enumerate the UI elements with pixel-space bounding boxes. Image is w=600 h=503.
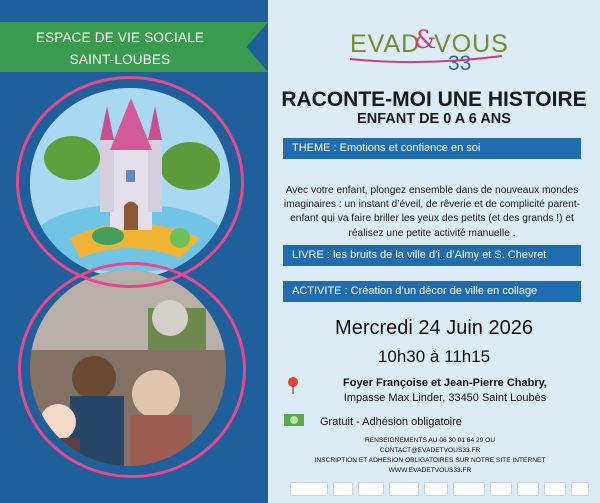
book-bar: LIVRE : les bruits de la ville d’i. d’Almy et S. Chevret	[283, 245, 581, 266]
decorative-ring-top	[16, 76, 244, 288]
price: Gratuit - Adhésion obligatoire	[320, 416, 462, 428]
decorative-ring-bottom	[18, 262, 246, 478]
partner-logo	[333, 482, 353, 496]
partner-logo	[358, 482, 384, 496]
banner-line-2: SAINT-LOUBES	[69, 52, 171, 67]
logo	[348, 24, 518, 72]
page-title: RACONTE-MOI UNE HISTOIRE	[281, 88, 587, 111]
contact-note: INSCRIPTION ET ADHESION OBLIGATOIRES SUR NOTRE SITE INTERNET	[314, 457, 546, 464]
venue-name: Foyer Françoise et Jean-Pierre Chabry,	[343, 377, 547, 389]
svg-text:VOUS: VOUS	[434, 30, 509, 58]
partner-logo	[389, 482, 419, 496]
venue-address: Impasse Max Linder, 33450 Saint Loubès	[343, 392, 547, 404]
partner-logo	[544, 482, 566, 496]
partner-logo	[517, 482, 539, 496]
svg-text:EVAD: EVAD	[350, 30, 421, 58]
partner-logo	[453, 482, 485, 496]
theme-bar: THEME : Emotions et confiance en soi	[283, 138, 581, 159]
svg-text:&: &	[414, 25, 437, 54]
activity-bar: ACTIVITE : Création d’un décor de ville en collage	[283, 281, 581, 302]
partner-logos	[290, 478, 590, 500]
partner-logo	[290, 482, 328, 496]
svg-text:33: 33	[448, 52, 472, 72]
partner-logo	[571, 482, 589, 496]
partner-logo	[424, 482, 448, 496]
event-time: 10h30 à 11h15	[377, 347, 491, 366]
banner-line-1: ESPACE DE VIE SOCIALE	[35, 30, 205, 45]
page-subtitle: ENFANT DE 0 A 6 ANS	[357, 111, 511, 127]
contact-email: CONTACT@EVADETVOUS33.FR	[379, 447, 481, 454]
description: Avec votre enfant, plongez ensemble dans de nouveaux mondes imaginaires : un instant d’éveil, de rêverie et de complicité parent-enfant qui va faire briller les yeux des petits (et des grands !) et réalisez une petite activité manuelle .	[283, 185, 581, 239]
partner-logo	[490, 482, 512, 496]
event-date: Mercredi 24 Juin 2026	[335, 317, 533, 339]
contact-website: WWW.EVADETVOUS33.FR	[388, 467, 472, 474]
contact-phone: RENSEIGNEMENTS AU 06 30 01 64 29 OU	[364, 437, 496, 444]
location-pin-icon	[286, 376, 300, 394]
money-icon	[283, 412, 305, 428]
